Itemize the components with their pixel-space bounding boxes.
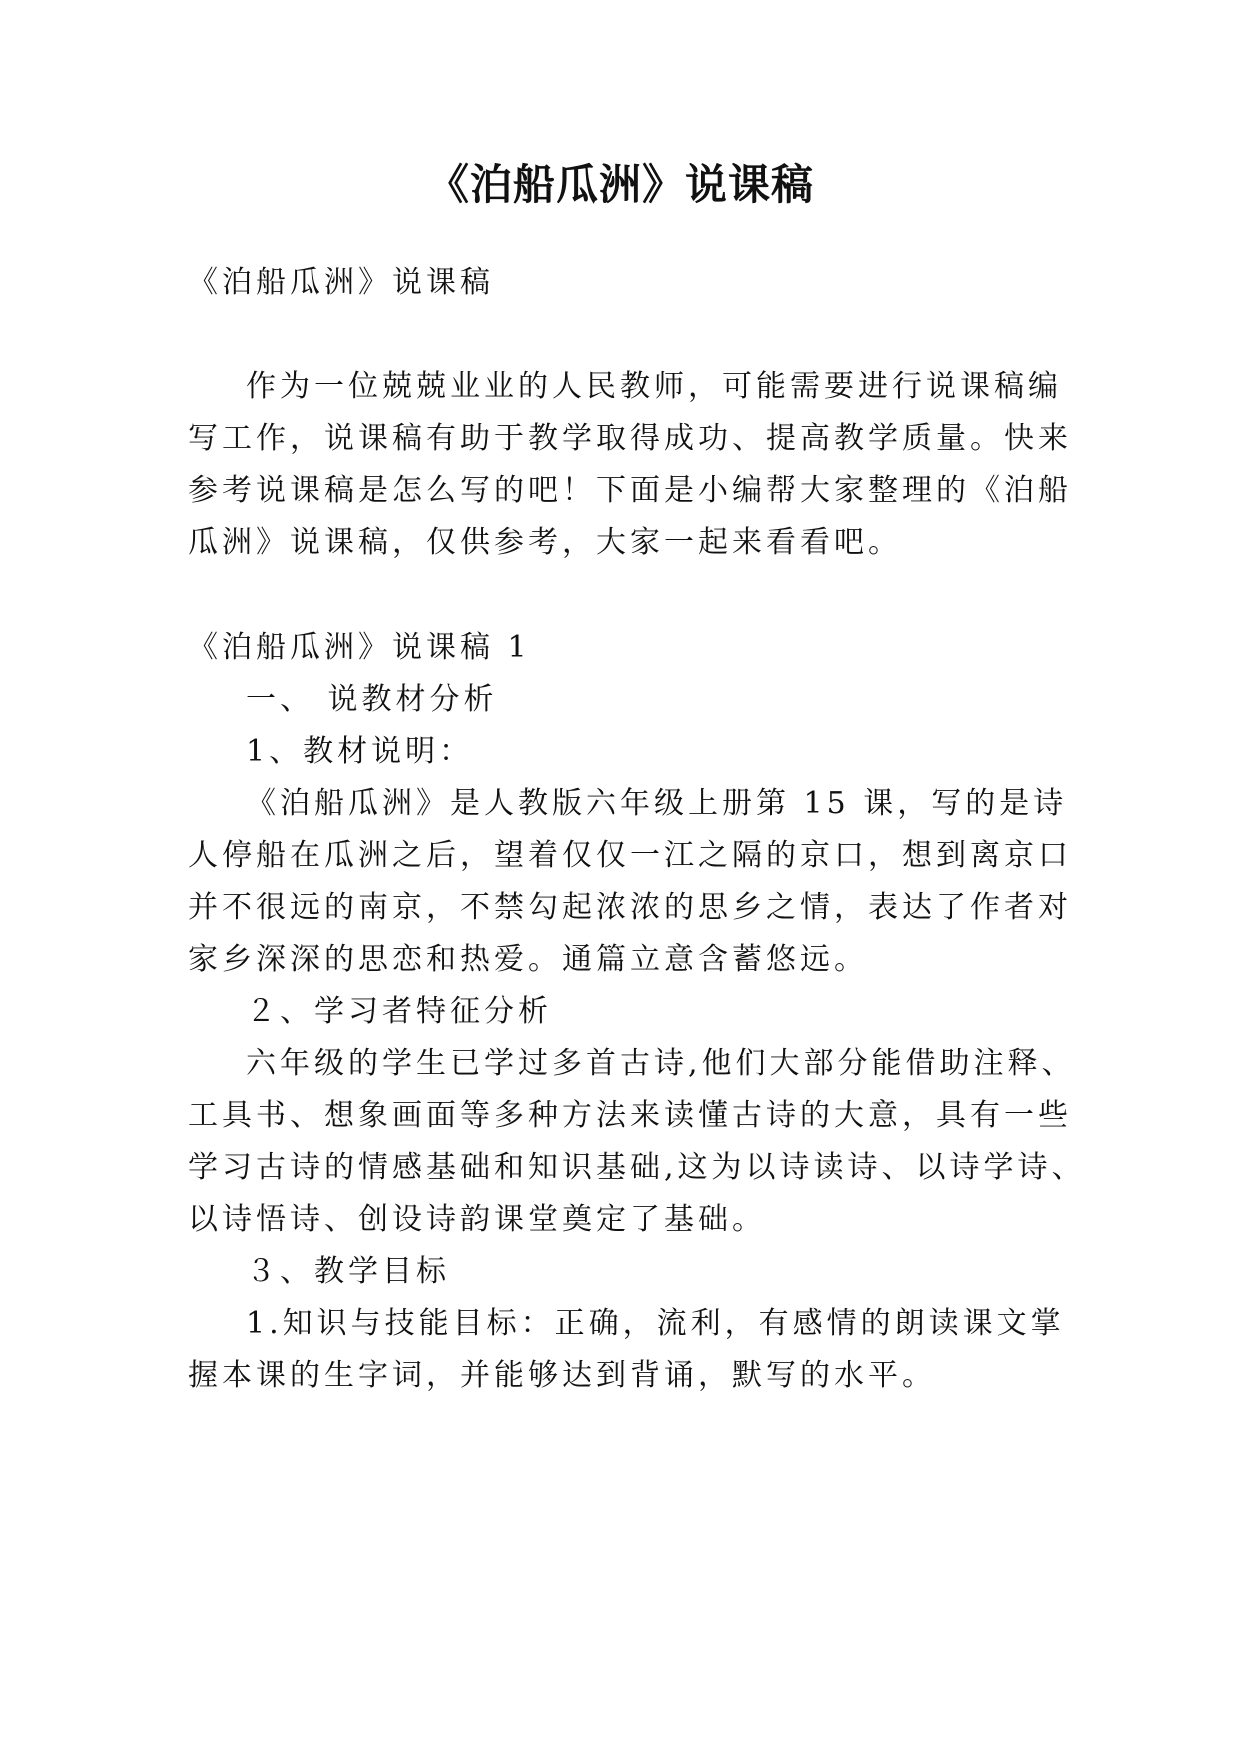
body-line: 《泊船瓜洲》是人教版六年级上册第 15 课，写的是诗 bbox=[246, 786, 1068, 821]
body-line: 握本课的生字词，并能够达到背诵，默写的水平。 bbox=[188, 1358, 936, 1393]
subsection-heading: 1、教材说明： bbox=[246, 734, 474, 769]
body-line: 工具书、想象画面等多种方法来读懂古诗的大意，具有一些 bbox=[188, 1098, 1072, 1133]
section-heading: 一、 说教材分析 bbox=[246, 682, 498, 717]
intro-line: 作为一位兢兢业业的人民教师，可能需要进行说课稿编 bbox=[246, 369, 1062, 404]
subsection-heading: ３、教学目标 bbox=[246, 1254, 450, 1289]
body-line: 1.知识与技能目标：正确，流利，有感情的朗读课文掌 bbox=[246, 1306, 1065, 1341]
document-title: 《泊船瓜洲》说课稿 bbox=[426, 160, 814, 209]
intro-line: 瓜洲》说课稿，仅供参考，大家一起来看看吧。 bbox=[188, 525, 902, 560]
body-line: 六年级的学生已学过多首古诗,他们大部分能借助注释、 bbox=[246, 1046, 1076, 1081]
body-line: 学习古诗的情感基础和知识基础,这为以诗读诗、以诗学诗、 bbox=[188, 1150, 1086, 1185]
subsection-heading: ２、学习者特征分析 bbox=[246, 994, 552, 1029]
section-heading: 《泊船瓜洲》说课稿 1 bbox=[188, 630, 531, 665]
body-line: 家乡深深的思恋和热爱。通篇立意含蓄悠远。 bbox=[188, 942, 868, 977]
body-line: 并不很远的南京，不禁勾起浓浓的思乡之情，表达了作者对 bbox=[188, 890, 1072, 925]
intro-line: 参考说课稿是怎么写的吧！下面是小编帮大家整理的《泊船 bbox=[188, 473, 1072, 508]
intro-line: 写工作，说课稿有助于教学取得成功、提高教学质量。快来 bbox=[188, 421, 1072, 456]
subtitle-line: 《泊船瓜洲》说课稿 bbox=[188, 265, 494, 300]
body-line: 人停船在瓜洲之后，望着仅仅一江之隔的京口，想到离京口 bbox=[188, 838, 1072, 873]
body-line: 以诗悟诗、创设诗韵课堂奠定了基础。 bbox=[188, 1202, 766, 1237]
